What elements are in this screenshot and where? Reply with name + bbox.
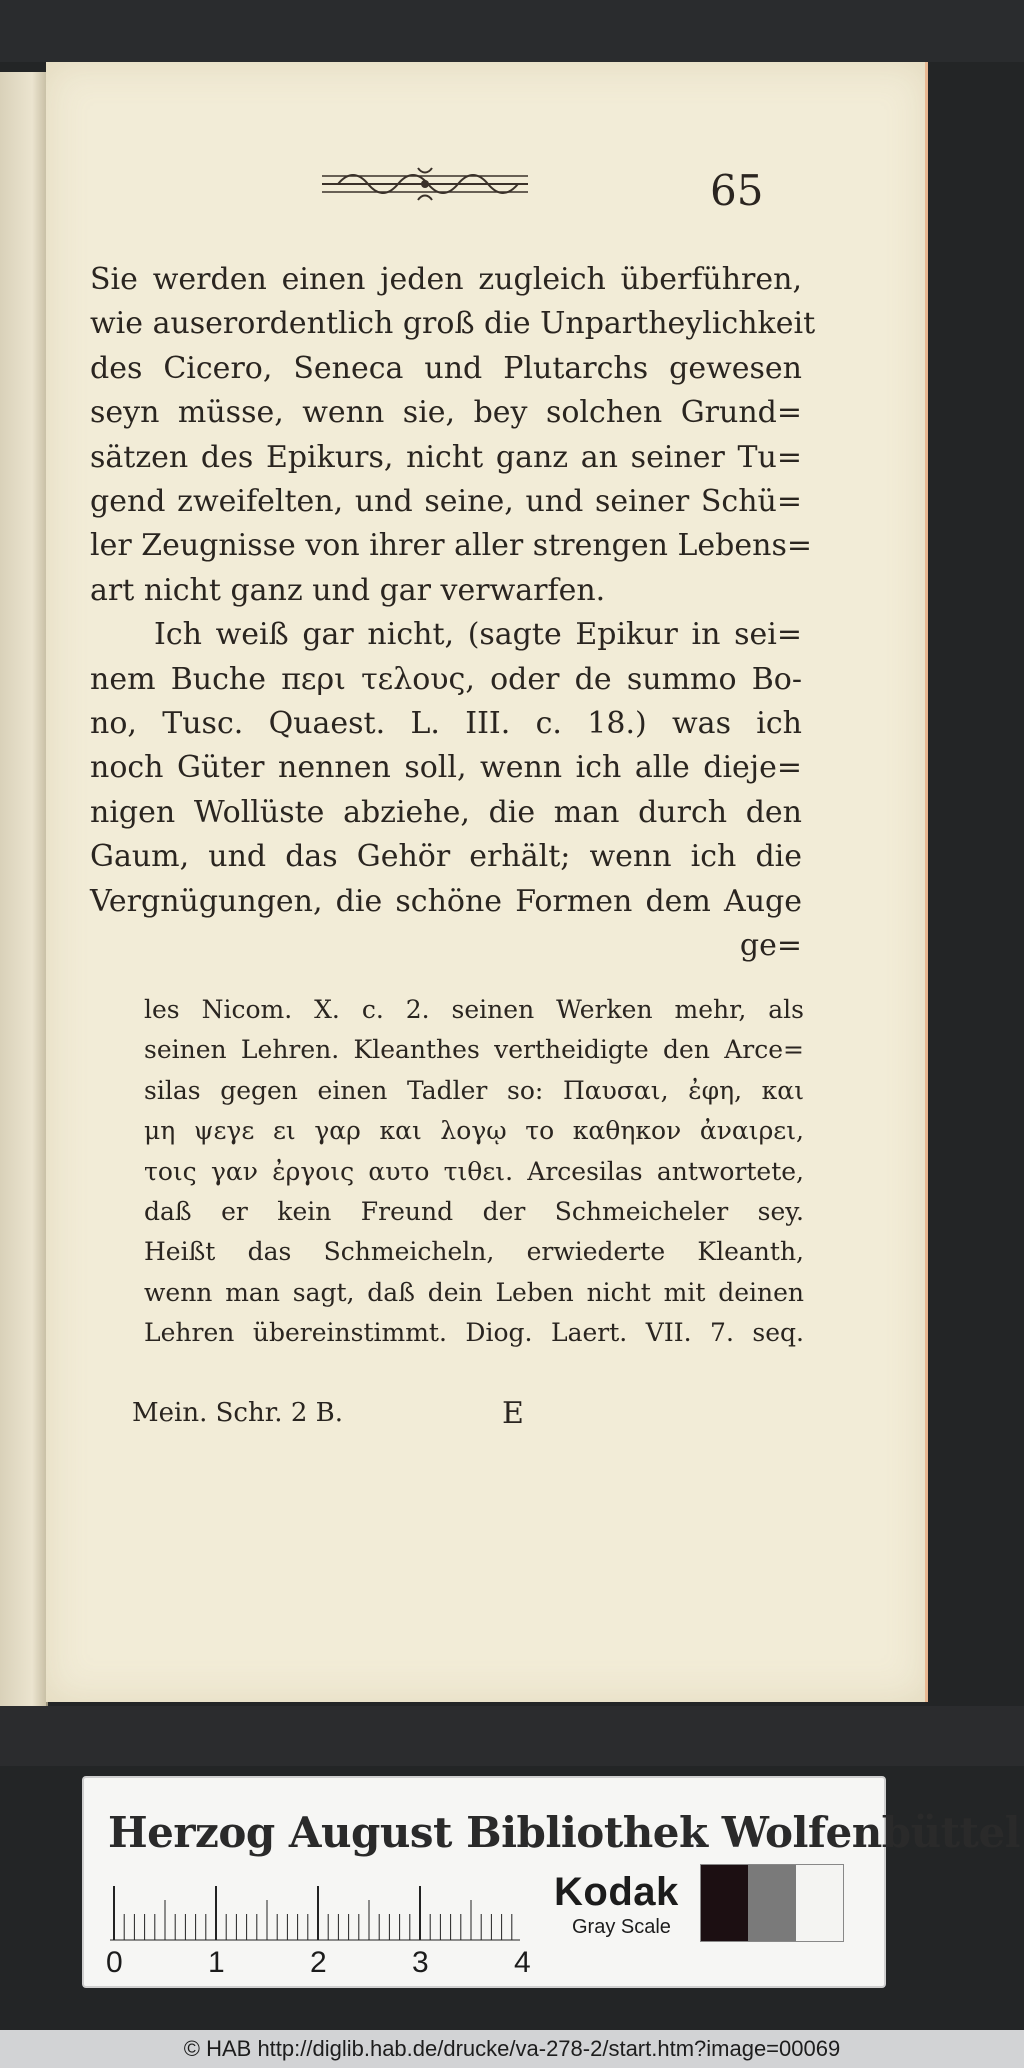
footnote-line: daß er kein Freund der Schmeicheler sey. <box>144 1197 804 1227</box>
text-line: gend zweifelten, und seine, und seiner Schü= <box>90 484 802 520</box>
footnote-line: τοις γαν ἐργοις αυτο τιθει. Arcesilas antwortete, <box>144 1156 804 1186</box>
text-line: Vergnügungen, die schöne Formen dem Auge <box>90 883 802 919</box>
text-line: nigen Wollüste abziehe, die man durch den <box>90 794 802 830</box>
copyright-bar <box>0 2030 1024 2068</box>
footnote-line: wenn man sagt, daß dein Leben nicht mit deinen <box>144 1277 804 1307</box>
footnote-line: les Nicom. X. c. 2. seinen Werken mehr, als <box>144 995 804 1024</box>
copyright-text: © HAB http://diglib.hab.de/drucke/va-278-2/start.htm?image=00069 <box>183 2036 841 2061</box>
page-number: 65 <box>710 166 764 215</box>
ruler-number: 0 <box>106 1946 123 1979</box>
signature-mark: E <box>502 1396 524 1431</box>
ruler-number: 4 <box>514 1946 531 1979</box>
footnote-line: silas gegen einen Tadler so: Παυσαι, ἐφη, και <box>144 1075 804 1105</box>
ornament-icon <box>318 162 532 206</box>
kodak-logo: Kodak <box>554 1870 679 1914</box>
text-line: noch Güter nennen soll, wenn ich alle dieje= <box>90 750 802 786</box>
gray-swatch <box>701 1865 748 1941</box>
ruler-number: 3 <box>412 1946 429 1979</box>
text-line: seyn müsse, wenn sie, bey solchen Grund= <box>90 395 802 431</box>
scanner-background-top <box>0 0 1024 62</box>
color-calibration-card <box>82 1776 1021 1988</box>
footnote-line: Heißt das Schmeicheln, erwiederte Kleanth, <box>144 1237 804 1267</box>
gray-scale-swatches <box>700 1864 844 1942</box>
text-line: sätzen des Epikurs, nicht ganz an seiner Tu= <box>90 439 802 475</box>
footnote-line: Lehren übereinstimmt. Diog. Laert. VII. 7. seq. <box>144 1318 804 1348</box>
gray-scale-label: Gray Scale <box>572 1916 671 1938</box>
text-line: ler Zeugnisse von ihrer aller strengen Lebens= <box>90 528 812 564</box>
footnote-line: seinen Lehren. Kleanthes vertheidigte den Arce= <box>144 1035 804 1065</box>
catchword: ge= <box>739 928 802 964</box>
gray-swatch <box>748 1865 795 1941</box>
text-line: art nicht ganz und gar verwarfen. <box>90 572 606 608</box>
footnote-text <box>144 990 804 1354</box>
text-line: Gaum, und das Gehör erhält; wenn ich die <box>90 839 802 875</box>
text-line: nem Buche περι τελους, oder de summo Bo- <box>90 661 802 697</box>
text-line: Ich weiß gar nicht, (sagte Epikur in sei= <box>154 617 802 653</box>
ruler-number: 2 <box>310 1946 327 1979</box>
text-line: Sie werden einen jeden zugleich überführen, <box>90 262 802 297</box>
gray-swatch <box>796 1865 843 1941</box>
ruler-numbers <box>106 1946 531 1982</box>
text-line: no, Tusc. Quaest. L. III. c. 18.) was ich <box>90 706 802 742</box>
signature-line: Mein. Schr. 2 B. <box>132 1398 343 1428</box>
library-title: Herzog August Bibliothek Wolfenbüttel <box>108 1808 1021 1857</box>
scanner-background-bottom <box>0 1706 1024 1766</box>
facing-page-edge <box>0 72 48 1712</box>
footnote-line: μη ψεγε ει γαρ και λογῳ το καθηκον ἀναιρει, <box>144 1116 804 1146</box>
text-line: des Cicero, Seneca und Plutarchs gewesen <box>90 350 802 386</box>
ruler-number: 1 <box>208 1946 225 1979</box>
book-page <box>46 62 928 1702</box>
text-line: wie auserordentlich groß die Unpartheylichkeit <box>90 306 816 342</box>
main-text <box>90 258 816 969</box>
